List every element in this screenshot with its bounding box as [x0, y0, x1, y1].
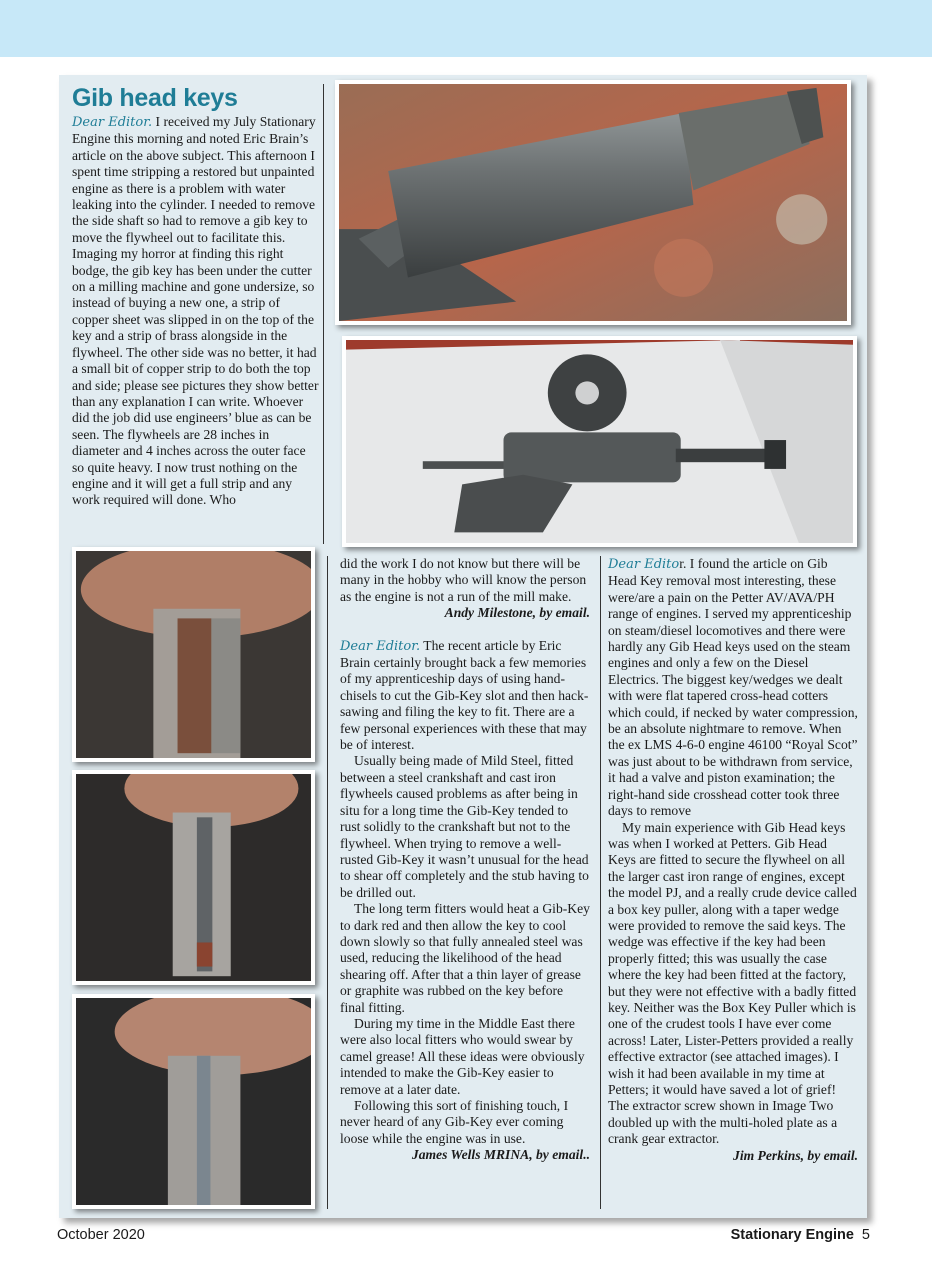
letter-3-signature: Jim Perkins, by email.	[733, 1147, 858, 1163]
article-title: Gib head keys	[72, 84, 238, 112]
publication-name: Stationary Engine	[730, 1227, 854, 1243]
letter-3-para-1: r. I found the article on Gib Head Key removal most interesting, these were/are a pain on the Petter AV/AVA/PH range of engines. I served my apprenticeship on steam/diesel locomotives and there were hardly any Gib Head keys used on the steam engines and only a few on the Diesel Electrics. The biggest key/wedges we dealt with were flat tapered cross-head cotters which could, if necked by water compression, be an absolute nightmare to remove. When the ex LMS 4-6-0 engine 46100 “Royal Scot” was just about to be withdrawn from service, it had a valve and piston examination; the right-hand side crosshead cotter took three days to remove	[608, 556, 858, 819]
letters-right-column	[608, 556, 858, 1214]
letter-2-salutation: Dear Editor.	[340, 638, 421, 654]
letter-1-salutation: Dear Editor.	[72, 115, 153, 130]
photo-gib-key-2	[72, 770, 315, 985]
letters-middle-column	[340, 556, 590, 1214]
photo-extractor-with-plate	[342, 336, 857, 547]
letter-2-para-3: The long term fitters would heat a Gib-Key to dark red and then allow the key to cool down slowly so that fully annealed steel was used, reducing the likelihood of the head shearing off. After that a thin layer of grease or graphite was rubbed on the key before final fitting.	[340, 901, 590, 1015]
letter-2-signature: James Wells MRINA, by email..	[411, 1147, 590, 1163]
letter-1-body: I received my July Stationary Engine this morning and noted Eric Brain’s article on the above subject. This afternoon I spent time stripping a restored but unpainted engine as there is a problem with water leaking into the cylinder. I needed to remove the side shaft so had to remove a gib key to move the flywheel out to facilitate this. Imaging my horror at finding this right bodge, the gib key has been under the cutter on a milling machine and gone undersize, so instead of buying a new one, a strip of copper sheet was slipped in on the top of the key and a strip of brass alongside in the flywheel. The other side was no better, it had a small bit of copper strip to do both the top and side; please see pictures they show better than any explanation I can write. Whoever did the job did use engineers’ blue as can be seen. The flywheels are 28 inches in diameter and 4 inches across the outer face so quite heavy. I now trust nothing on the engine and it will get a full strip and any work required will done. Who	[72, 114, 319, 508]
letter-2-para-2: Usually being made of Mild Steel, fitted between a steel crankshaft and cast iron flywheels caused problems as after being in situ for a long time the Gib-Key tended to rust solidly to the crankshaft but not to the flywheel. When trying to remove a well-rusted Gib-Key it wasn’t unusual for the head to shear off completely and the stub having to be drilled out.	[340, 753, 589, 900]
letter-2-para-1: The recent article by Eric Brain certainly brought back a few memories of my apprenticeship days of using hand-chisels to cut the Gib-Key slot and then hack-sawing and filing the key to fit. There are a few personal experiences with these that may be of interest.	[340, 637, 589, 753]
photo-gib-key-3	[72, 994, 315, 1209]
column-rule-1	[323, 84, 324, 544]
column-rule-2	[327, 556, 328, 1209]
column-rule-3	[600, 556, 601, 1209]
photo-gib-key-1	[72, 547, 315, 762]
footer-publication	[731, 1227, 870, 1243]
letter-3-para-2: My main experience with Gib Head keys was when I worked at Petters. Gib Head Keys are fitted to secure the flywheel on all the larger cast iron range of engines, except the model PJ, and a really crude device called a box key puller, along with a taper wedge were provided to remove the said keys. The wedge was effective if the key had been properly fitted; this was usually the case where the key had been fitted at the factory, but they were not effective with a badly fitted key. Neither was the Box Key Puller which is one of the crudest tools I have ever come across! Later, Lister-Petters provided a really effective extractor (see attached images). I wish it had been available in my time at Petters; it would have saved a lot of grief! The extractor screw shown in Image Two doubled up with the multi-holed plate as a crank gear extractor.	[608, 819, 857, 1147]
letter-1-continuation: did the work I do not know but there will be many in the hobby who will know the person as the engine is not a run of the mill make.	[340, 556, 587, 604]
letter-2-para-4: During my time in the Middle East there were also local fitters who would swear by camel grease! All these ideas were obviously intended to make the Gib-Key easier to remove at a later date.	[340, 1015, 585, 1097]
photo-extractor-closeup	[335, 80, 851, 325]
letter-1-signature: Andy Milestone, by email.	[444, 605, 590, 621]
letter-3-salutation: Dear Edito	[608, 557, 680, 572]
letter-2-para-5: Following this sort of finishing touch, I never heard of any Gib-Key ever coming loose while the engine was in use.	[340, 1098, 569, 1146]
top-color-band	[0, 0, 932, 57]
page-number: 5	[861, 1227, 870, 1243]
footer-date: October 2020	[57, 1227, 145, 1243]
letter-1-column	[72, 114, 320, 542]
